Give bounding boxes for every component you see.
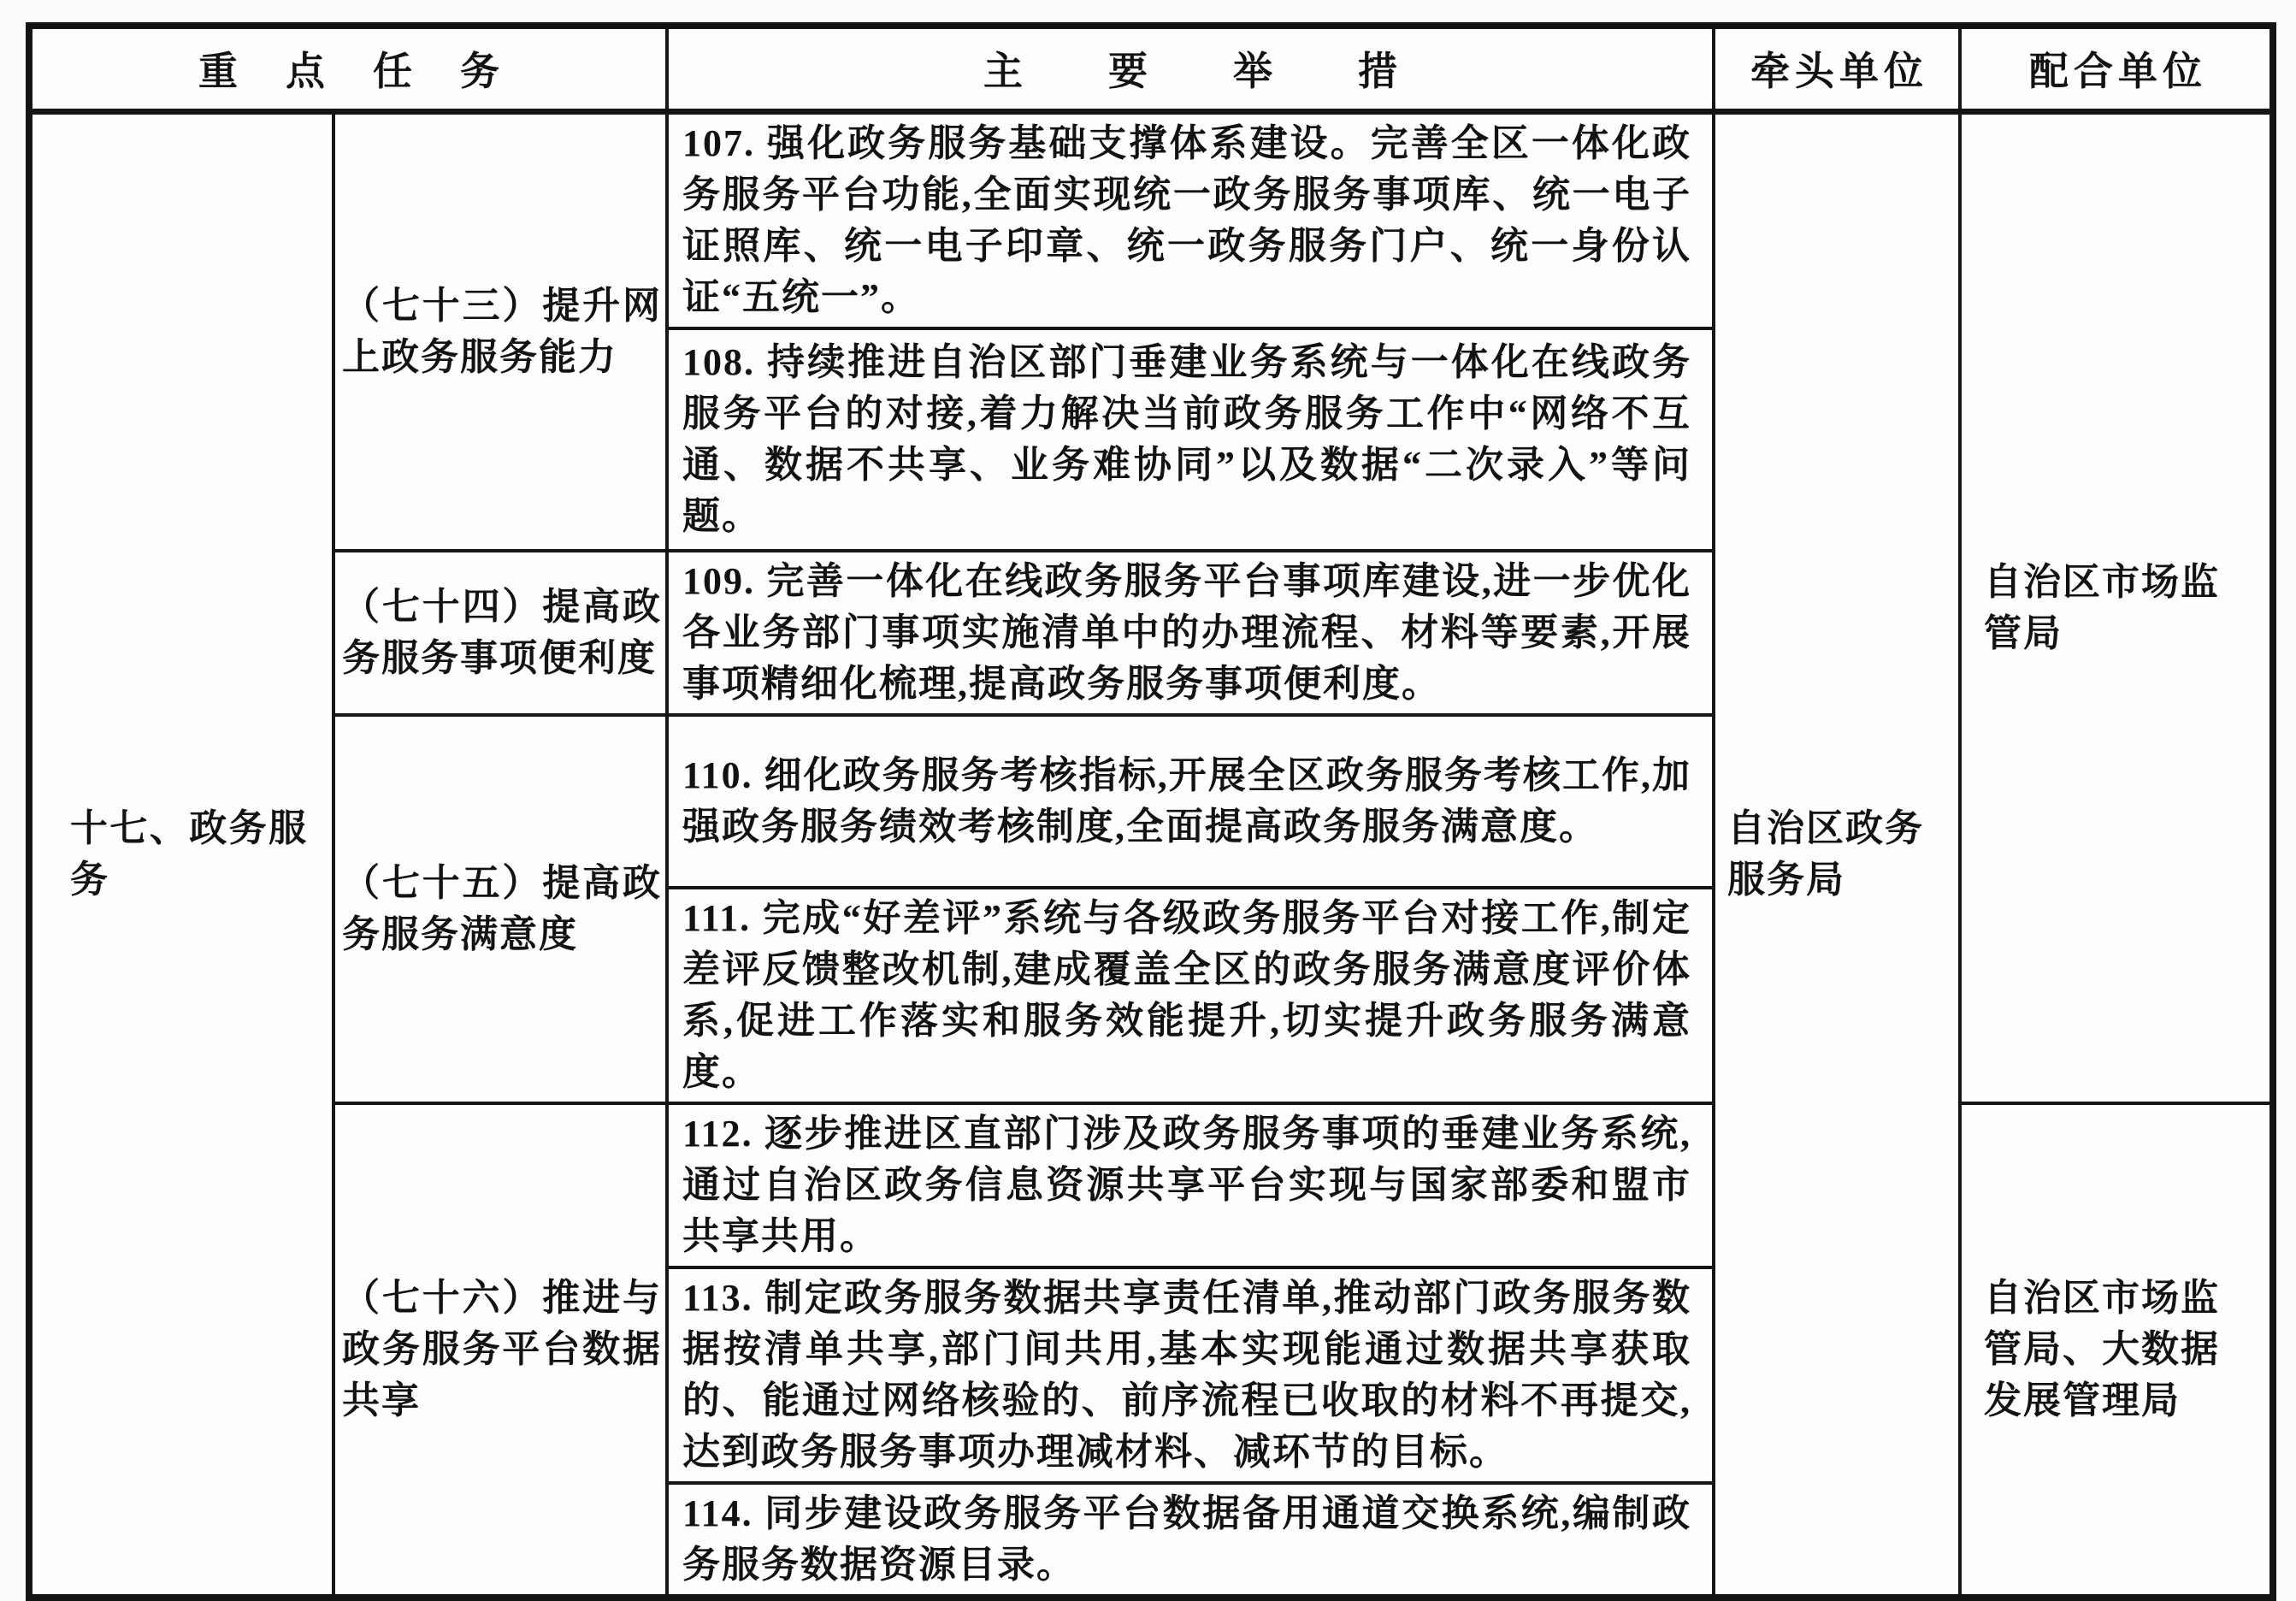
table-header-row bbox=[29, 26, 2273, 111]
measure-111-cell: 111. 完成“好差评”系统与各级政务服务平台对接工作,制定差评反馈整改机制,建成覆盖全区的政务服务满意度评价体系,促进工作落实和服务效能提升,切实提升政务服务满意度。 bbox=[667, 888, 1714, 1103]
task-74-cell: （七十四）提高政务服务事项便利度 bbox=[333, 551, 667, 715]
header-lead-unit: 牵头单位 bbox=[1714, 26, 1960, 111]
measure-108-cell: 108. 持续推进自治区部门垂建业务系统与一体化在线政务服务平台的对接,着力解决当前政务服务工作中“网络不互通、数据不共享、业务难协同”以及数据“二次录入”等问题。 bbox=[667, 328, 1714, 551]
measure-114-cell: 114. 同步建设政务服务平台数据备用通道交换系统,编制政务服务数据资源目录。 bbox=[667, 1483, 1714, 1598]
lead-unit-cell: 自治区政务服务局 bbox=[1714, 111, 1960, 1598]
header-key-tasks: 重点任务 bbox=[29, 26, 667, 111]
task-73-cell: （七十三）提升网上政务服务能力 bbox=[333, 111, 667, 551]
category-cell: 十七、政务服务 bbox=[29, 111, 333, 1598]
measure-110-cell: 110. 细化政务服务考核指标,开展全区政务服务考核工作,加强政务服务绩效考核制度,全面提高政务服务满意度。 bbox=[667, 715, 1714, 888]
measure-113-cell: 113. 制定政务服务数据共享责任清单,推动部门政务服务数据按清单共享,部门间共用,基本实现能通过数据共享获取的、能通过网络核验的、前序流程已收取的材料不再提交,达到政务服务事项办理减材料、减环节的目标。 bbox=[667, 1267, 1714, 1483]
header-main-measures: 主要举措 bbox=[667, 26, 1714, 111]
measure-112-cell: 112. 逐步推进区直部门涉及政务服务事项的垂建业务系统,通过自治区政务信息资源共享平台实现与国家部委和盟市共享共用。 bbox=[667, 1103, 1714, 1267]
table-row bbox=[29, 111, 2273, 328]
measure-109-cell: 109. 完善一体化在线政务服务平台事项库建设,进一步优化各业务部门事项实施清单中的办理流程、材料等要素,开展事项精细化梳理,提高政务服务事项便利度。 bbox=[667, 551, 1714, 715]
task-76-cell: （七十六）推进与政务服务平台数据共享 bbox=[333, 1103, 667, 1598]
support-unit-top-cell: 自治区市场监管局 bbox=[1960, 111, 2273, 1103]
measure-107-cell: 107. 强化政务服务基础支撑体系建设。完善全区一体化政务服务平台功能,全面实现统一政务服务事项库、统一电子证照库、统一电子印章、统一政务服务门户、统一身份认证“五统一”。 bbox=[667, 111, 1714, 328]
support-unit-bottom-cell: 自治区市场监管局、大数据发展管理局 bbox=[1960, 1103, 2273, 1598]
header-support-unit: 配合单位 bbox=[1960, 26, 2273, 111]
task-table bbox=[26, 22, 2276, 1601]
task-75-cell: （七十五）提高政务服务满意度 bbox=[333, 715, 667, 1103]
